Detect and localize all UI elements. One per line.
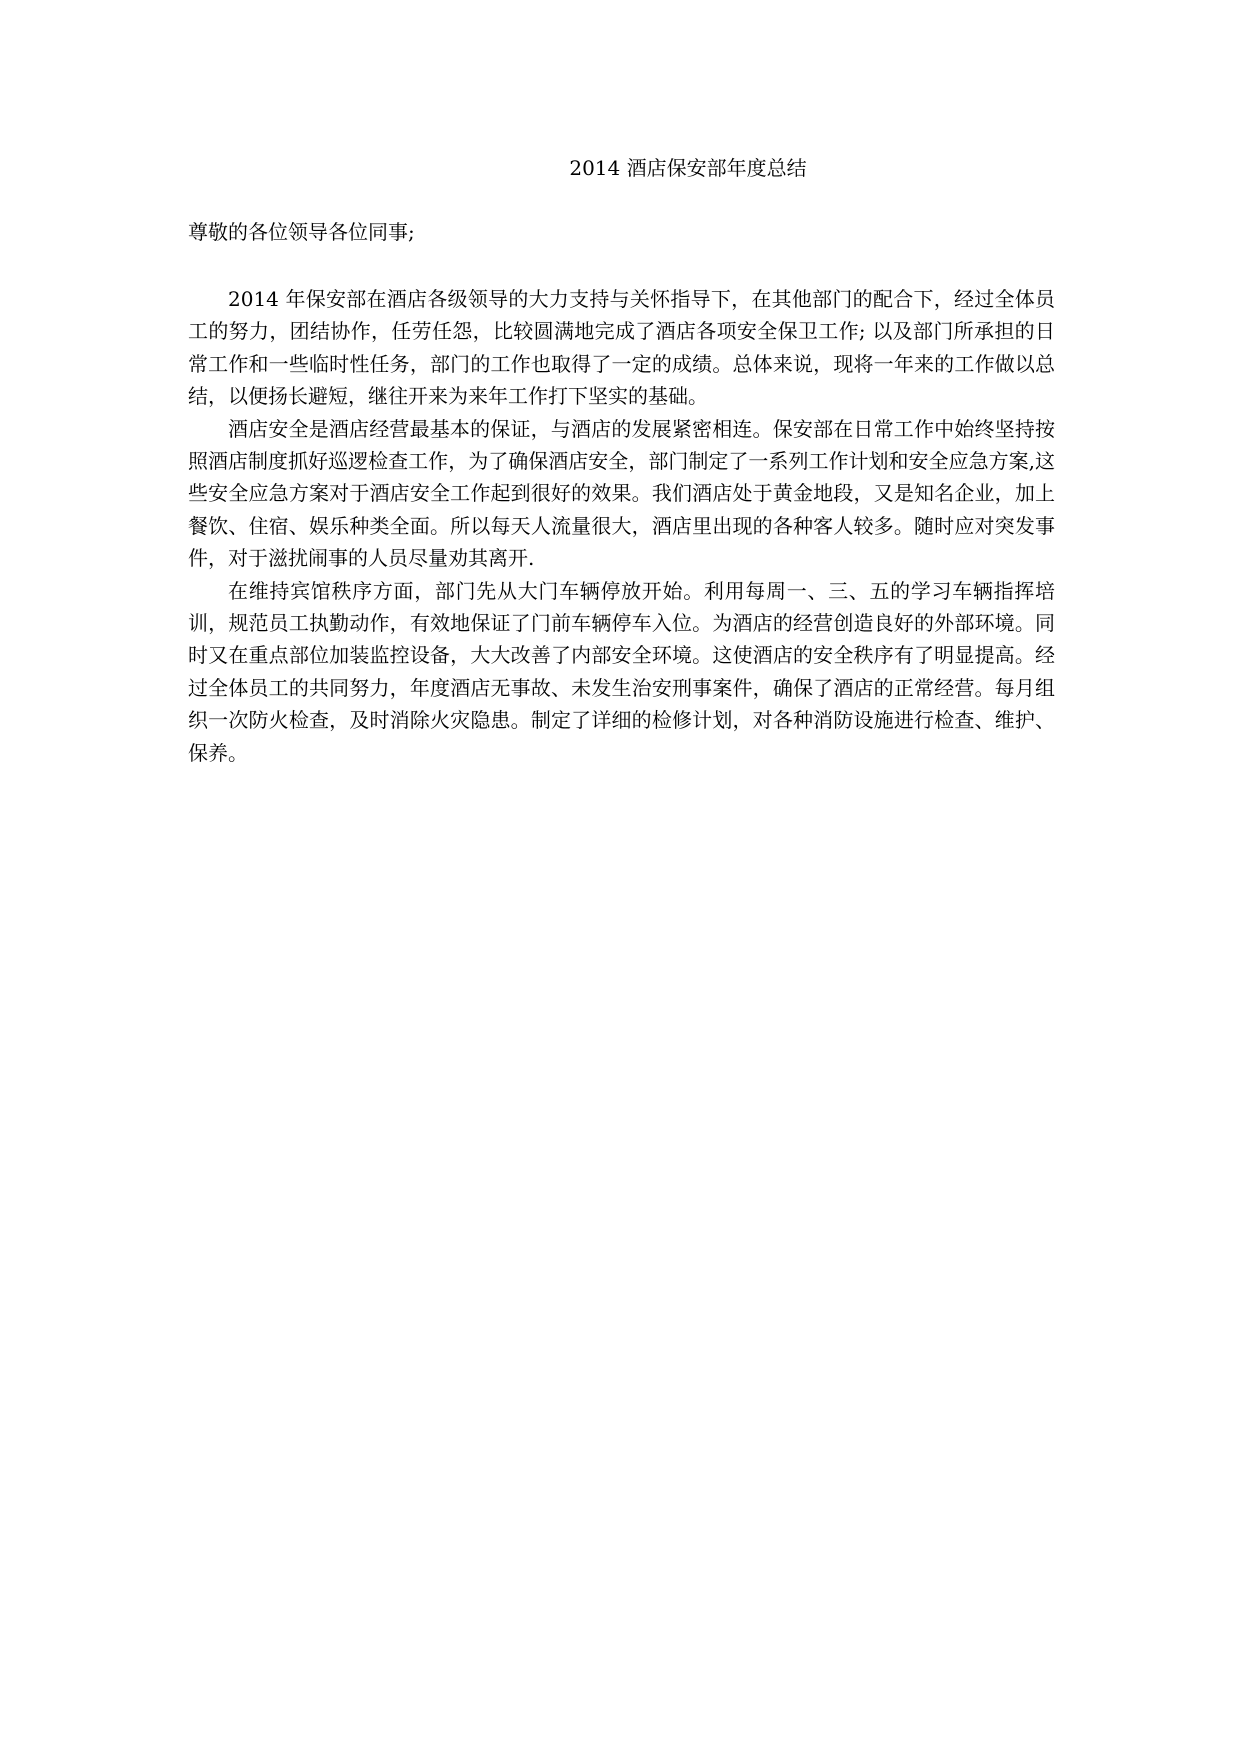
document-body xyxy=(188,283,1055,769)
document-title: 2014 酒店保安部年度总结 xyxy=(569,156,807,180)
salutation: 尊敬的各位领导各位同事; xyxy=(188,220,415,244)
paragraph-2: 酒店安全是酒店经营最基本的保证，与酒店的发展紧密相连。保安部在日常工作中始终坚持按照酒店制度抓好巡逻检查工作，为了确保酒店安全，部门制定了一系列工作计划和安全应急方案,这些安全应急方案对于酒店安全工作起到很好的效果。我们酒店处于黄金地段，又是知名企业，加上餐饮、住宿、娱乐种类全面。所以每天人流量很大，酒店里出现的各种客人较多。随时应对突发事件，对于滋扰闹事的人员尽量劝其离开. xyxy=(188,416,1055,571)
paragraph-3: 在维持宾馆秩序方面，部门先从大门车辆停放开始。利用每周一、三、五的学习车辆指挥培训，规范员工执勤动作，有效地保证了门前车辆停车入位。为酒店的经营创造良好的外部环境。同时又在重点部位加装监控设备，大大改善了内部安全环境。这使酒店的安全秩序有了明显提高。经过全体员工的共同努力，年度酒店无事故、未发生治安刑事案件，确保了酒店的正常经营。每月组织一次防火检查，及时消除火灾隐患。制定了详细的检修计划，对各种消防设施进行检查、维护、保养。 xyxy=(188,578,1055,765)
paragraph-1: 2014 年保安部在酒店各级领导的大力支持与关怀指导下，在其他部门的配合下，经过全体员工的努力，团结协作，任劳任怨，比较圆满地完成了酒店各项安全保卫工作; 以及部门所承担的日常工作和一些临时性任务，部门的工作也取得了一定的成绩。总体来说，现将一年来的工作做以总结，以便扬长避短，继往开来为来年工作打下坚实的基础。 xyxy=(188,287,1055,409)
